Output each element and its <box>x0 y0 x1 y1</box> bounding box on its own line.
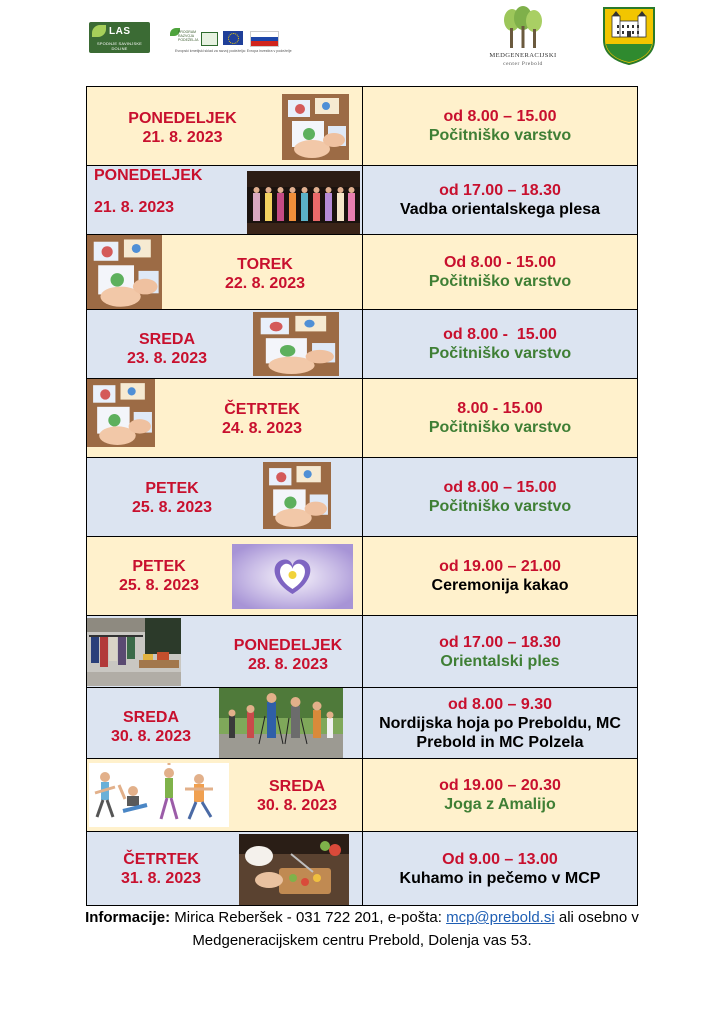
activity-title-line-1: Nordijska hoja po Preboldu, MC <box>379 714 621 732</box>
activity-title: Ceremonija kakao <box>431 577 569 594</box>
day-date: 25. 8. 2023 <box>131 499 213 516</box>
activity-cell <box>362 86 638 166</box>
center-logo-sub: center Prebold <box>503 61 543 67</box>
day-cell <box>86 458 363 537</box>
activity-cell <box>362 832 638 906</box>
day-label <box>205 255 325 293</box>
day-label <box>247 777 347 815</box>
day-cell <box>86 537 363 616</box>
activity-cell <box>362 235 638 310</box>
leader-logo <box>201 32 218 46</box>
day-name: ČETRTEK <box>224 401 300 418</box>
schedule-row <box>86 86 638 166</box>
activity-cell <box>362 458 638 537</box>
activity-title: Vadba orientalskega plesa <box>399 201 601 218</box>
contact-text-after: ali osebno v <box>554 909 639 926</box>
heart-flower-photo <box>232 544 353 609</box>
slovenia-flag-icon <box>250 31 279 47</box>
activity-title: Počitniško varstvo <box>428 419 572 436</box>
day-label <box>105 708 197 746</box>
activity-title: Počitniško varstvo <box>428 273 572 290</box>
day-date: 22. 8. 2023 <box>224 275 306 292</box>
contact-person: Mirica Reberšek - 031 722 201, e-pošta: <box>170 909 447 926</box>
schedule-row <box>86 166 638 235</box>
intergenerational-center-logo <box>484 6 562 70</box>
day-cell <box>86 832 363 906</box>
day-label <box>115 109 250 147</box>
day-label <box>197 400 327 438</box>
activity-time: od 8.00 – 15.00 <box>443 479 557 496</box>
day-label <box>117 479 227 517</box>
activity-title-line-2: Prebold in MC Polzela <box>416 733 584 751</box>
day-label <box>109 557 209 595</box>
day-cell <box>86 310 363 379</box>
schedule-row <box>86 379 638 458</box>
day-date: 31. 8. 2023 <box>120 870 202 887</box>
children-drawing-photo <box>263 462 331 529</box>
municipality-crest-icon <box>602 6 656 66</box>
center-logo-name: MEDGENERACIJSKI <box>489 52 557 59</box>
email-link[interactable]: mcp@prebold.si <box>446 909 555 926</box>
day-name: PONEDELJEK <box>128 110 237 127</box>
day-date: 24. 8. 2023 <box>221 420 303 437</box>
trees-icon <box>503 6 543 50</box>
activity-cell <box>362 166 638 235</box>
day-name: ČETRTEK <box>123 851 199 868</box>
day-cell <box>86 86 363 166</box>
activity-time: od 19.00 – 21.00 <box>439 558 561 575</box>
activity-title: Počitniško varstvo <box>428 127 572 144</box>
day-name: PETEK <box>132 558 186 575</box>
day-date: 30. 8. 2023 <box>256 797 338 814</box>
day-cell <box>86 379 363 458</box>
children-drawing-photo <box>282 94 349 160</box>
schedule-row <box>86 832 638 906</box>
activity-title: Kuhamo in pečemo v MCP <box>399 869 601 887</box>
day-label <box>109 850 213 888</box>
contact-info <box>70 906 654 952</box>
activity-time: Od 9.00 – 13.00 <box>442 850 558 868</box>
contact-line-2: Medgeneracijskem centru Prebold, Dolenja vas 53. <box>192 932 532 949</box>
day-date: 28. 8. 2023 <box>247 656 329 673</box>
dance-stage-photo <box>247 171 360 234</box>
schedule-row <box>86 235 638 310</box>
activity-title: Orientalski ples <box>440 652 560 670</box>
day-name: SREDA <box>268 778 325 795</box>
children-drawing-photo <box>87 379 155 447</box>
activity-time: od 8.00 - 15.00 <box>443 326 557 343</box>
activity-cell <box>362 688 638 759</box>
schedule-row <box>86 616 638 688</box>
las-logo-subtitle: SPODNJE SAVINJSKE DOLINE <box>96 41 143 51</box>
schedule-row <box>86 458 638 537</box>
activity-time: od 19.00 – 20.30 <box>439 777 561 794</box>
las-logo <box>89 22 150 53</box>
activity-time: od 17.00 – 18.30 <box>439 633 561 651</box>
activity-title: Počitniško varstvo <box>428 498 572 515</box>
nordic-walking-photo <box>219 688 343 758</box>
schedule-table <box>86 86 638 906</box>
day-cell <box>86 166 363 235</box>
funding-note: Evropski kmetijski sklad za razvoj podeželja: Evropa investira v podeželje <box>175 49 292 53</box>
contact-line-1 <box>70 906 654 929</box>
schedule-row <box>86 537 638 616</box>
day-date: 21. 8. 2023 <box>94 199 175 216</box>
day-name: TOREK <box>237 256 293 273</box>
activity-cell <box>362 616 638 688</box>
yoga-figures-photo <box>89 763 229 827</box>
schedule-row <box>86 688 638 759</box>
schedule-row <box>86 310 638 379</box>
activity-title: Počitniško varstvo <box>428 345 572 362</box>
activity-cell <box>362 310 638 379</box>
rural-development-logo <box>168 28 199 48</box>
day-name: SREDA <box>138 331 195 348</box>
day-name: SREDA <box>122 709 179 726</box>
eu-flag-icon <box>223 31 243 45</box>
children-drawing-photo <box>253 312 339 376</box>
activity-time: 8.00 - 15.00 <box>457 400 543 417</box>
activity-cell <box>362 759 638 832</box>
leaf-icon <box>92 25 106 37</box>
activity-time: od 8.00 – 15.00 <box>443 108 557 125</box>
day-cell <box>86 616 363 688</box>
contact-label: Informacije: <box>85 909 171 926</box>
activity-cell <box>362 537 638 616</box>
day-label <box>111 330 223 368</box>
day-cell <box>86 688 363 759</box>
day-cell <box>86 235 363 310</box>
children-drawing-photo <box>87 235 162 309</box>
rural-development-logo-text: PROGRAM RAZVOJA PODEŽELJA <box>178 30 199 42</box>
las-logo-text: LAS <box>109 26 131 37</box>
day-date: 30. 8. 2023 <box>110 728 192 745</box>
day-date: 25. 8. 2023 <box>118 577 200 594</box>
day-label <box>215 636 361 674</box>
activity-title: Joga z Amalijo <box>444 796 556 813</box>
activity-time: od 8.00 – 9.30 <box>447 695 553 713</box>
schedule-row <box>86 759 638 832</box>
day-date: 23. 8. 2023 <box>126 350 208 367</box>
activity-cell <box>362 379 638 458</box>
cooking-photo <box>239 834 349 905</box>
day-date: 21. 8. 2023 <box>142 129 223 146</box>
day-name: PONEDELJEK <box>94 167 203 184</box>
activity-time: od 17.00 – 18.30 <box>439 182 561 199</box>
day-name: PETEK <box>145 480 199 497</box>
day-cell <box>86 759 363 832</box>
clothes-rack-photo <box>87 618 181 686</box>
activity-time: Od 8.00 - 15.00 <box>443 254 557 271</box>
day-name: PONEDELJEK <box>233 637 343 654</box>
